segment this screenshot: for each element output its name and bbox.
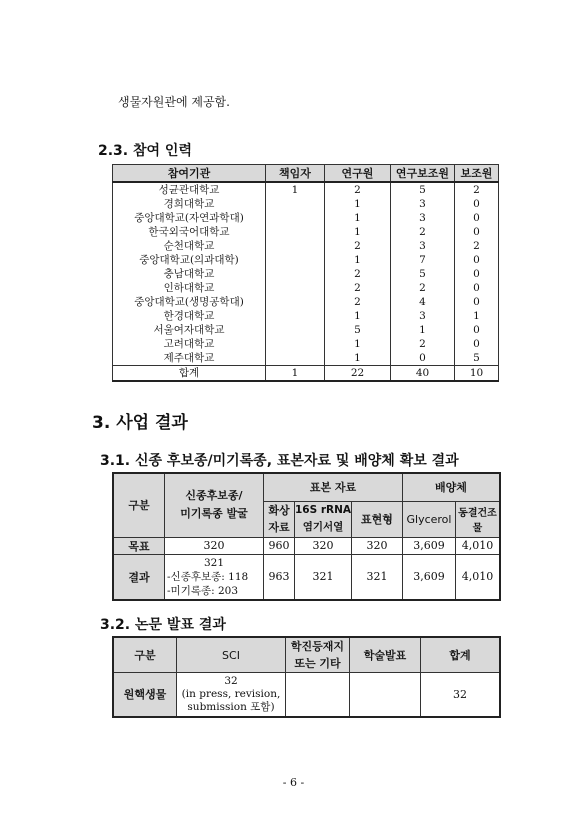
participant-row	[113, 253, 499, 267]
participant-cell-institution: 성균관대학교	[113, 182, 266, 197]
results-h-specimen: 표본 자료	[264, 473, 403, 501]
participant-cell-lead	[266, 309, 325, 323]
results-target-freeze: 4,010	[456, 537, 501, 554]
participant-cell-research-assistant: 3	[391, 197, 455, 211]
pub-conference-value	[350, 673, 421, 717]
publications-table	[112, 636, 501, 718]
participant-cell-assistant: 0	[455, 267, 499, 281]
results-h-phenotype: 표현형	[352, 501, 403, 537]
pub-total-value: 32	[421, 673, 501, 717]
participant-cell-researcher: 1	[325, 351, 391, 366]
pub-h-domestic-line1: 학진등재지	[290, 640, 345, 653]
participant-cell-lead	[266, 337, 325, 351]
participant-cell-assistant: 5	[455, 351, 499, 366]
participant-row	[113, 197, 499, 211]
participant-cell-assistant: 2	[455, 182, 499, 197]
results-result-freeze: 4,010	[456, 554, 501, 600]
section-3-2-title: 3.2. 논문 발표 결과	[100, 617, 226, 633]
results-table	[112, 472, 501, 601]
participant-cell-researcher: 2	[325, 267, 391, 281]
col-research-assistant: 연구보조원	[391, 165, 455, 183]
section-2-3-title: 2.3. 참여 인력	[98, 143, 192, 159]
col-institution: 참여기관	[113, 165, 266, 183]
participant-cell-assistant: 0	[455, 225, 499, 239]
results-result-new-total: 321	[203, 556, 225, 569]
pub-domestic-value	[286, 673, 350, 717]
participant-cell-research-assistant: 2	[391, 281, 455, 295]
results-h-culture: 배양체	[403, 473, 501, 501]
results-h-gubun: 구분	[113, 473, 165, 537]
participant-cell-institution: 서울여자대학교	[113, 323, 266, 337]
participant-cell-researcher: 1	[325, 253, 391, 267]
participant-cell-institution: 충남대학교	[113, 267, 266, 281]
results-h-new-species	[165, 473, 264, 537]
results-result-glycerol: 3,609	[403, 554, 456, 600]
participant-cell-assistant: 1	[455, 309, 499, 323]
results-h-rrna-line1: 16S rRNA	[295, 504, 352, 516]
publications-header-row	[113, 637, 500, 673]
col-researcher: 연구원	[325, 165, 391, 183]
participant-total-institution: 합계	[113, 366, 266, 382]
pub-h-conference: 학술발표	[350, 637, 421, 673]
participant-row	[113, 281, 499, 295]
participant-cell-researcher: 2	[325, 295, 391, 309]
participant-row	[113, 267, 499, 281]
participant-cell-lead	[266, 225, 325, 239]
results-h-freeze-dried: 동결건조물	[456, 501, 501, 537]
col-lead: 책임자	[266, 165, 325, 183]
participant-cell-research-assistant: 3	[391, 211, 455, 225]
participant-total-row	[113, 366, 499, 382]
participant-row	[113, 323, 499, 337]
participant-cell-researcher: 1	[325, 337, 391, 351]
results-h-new-line1: 신종후보종/	[185, 489, 243, 503]
results-h-new-line2: 미기록종 발굴	[180, 507, 248, 521]
participant-cell-research-assistant: 4	[391, 295, 455, 309]
participant-cell-researcher: 2	[325, 239, 391, 253]
participants-table	[112, 164, 499, 382]
pub-h-gubun: 구분	[113, 637, 177, 673]
participants-header-row	[113, 165, 499, 183]
participant-cell-research-assistant: 3	[391, 309, 455, 323]
participant-cell-institution: 제주대학교	[113, 351, 266, 366]
participant-cell-research-assistant: 1	[391, 323, 455, 337]
participant-cell-assistant: 2	[455, 239, 499, 253]
participant-cell-research-assistant: 0	[391, 351, 455, 366]
participant-cell-institution: 고려대학교	[113, 337, 266, 351]
participant-total-researcher: 22	[325, 366, 391, 382]
participant-cell-researcher: 2	[325, 182, 391, 197]
participant-cell-researcher: 1	[325, 225, 391, 239]
results-h-rrna	[295, 501, 352, 537]
participant-cell-researcher: 1	[325, 197, 391, 211]
pub-sci-value	[177, 673, 286, 717]
results-result-new	[165, 554, 264, 600]
participant-row	[113, 295, 499, 309]
participant-cell-assistant: 0	[455, 281, 499, 295]
participant-cell-researcher: 1	[325, 211, 391, 225]
publications-row	[113, 673, 500, 717]
participant-row	[113, 309, 499, 323]
results-target-photo: 960	[264, 537, 295, 554]
participant-row	[113, 337, 499, 351]
participant-cell-institution: 한경대학교	[113, 309, 266, 323]
results-result-unrecorded: -미기록종: 203	[167, 584, 239, 597]
participant-cell-assistant: 0	[455, 253, 499, 267]
results-target-label: 목표	[113, 537, 165, 554]
participant-cell-lead	[266, 239, 325, 253]
participant-cell-lead: 1	[266, 182, 325, 197]
results-result-photo: 963	[264, 554, 295, 600]
participant-cell-research-assistant: 7	[391, 253, 455, 267]
participant-total-lead: 1	[266, 366, 325, 382]
participant-row	[113, 211, 499, 225]
participant-cell-lead	[266, 323, 325, 337]
participant-cell-researcher: 5	[325, 323, 391, 337]
participant-cell-research-assistant: 5	[391, 182, 455, 197]
pub-h-total: 합계	[421, 637, 501, 673]
participant-cell-institution: 경희대학교	[113, 197, 266, 211]
participant-cell-assistant: 0	[455, 211, 499, 225]
participant-row	[113, 225, 499, 239]
results-target-glycerol: 3,609	[403, 537, 456, 554]
participant-row	[113, 182, 499, 197]
results-target-phenotype: 320	[352, 537, 403, 554]
participant-total-research-assistant: 40	[391, 366, 455, 382]
participant-row	[113, 239, 499, 253]
results-target-row	[113, 537, 500, 554]
participant-cell-institution: 한국외국어대학교	[113, 225, 266, 239]
participant-cell-research-assistant: 3	[391, 239, 455, 253]
results-h-photo	[264, 501, 295, 537]
results-result-label: 결과	[113, 554, 165, 600]
pub-h-sci: SCI	[177, 637, 286, 673]
participant-total-assistant: 10	[455, 366, 499, 382]
results-result-phenotype: 321	[352, 554, 403, 600]
participant-cell-institution: 인하대학교	[113, 281, 266, 295]
participant-cell-lead	[266, 253, 325, 267]
participant-cell-assistant: 0	[455, 295, 499, 309]
results-target-rrna: 320	[295, 537, 352, 554]
pub-sci-count: 32	[224, 674, 238, 687]
pub-sci-note-2: submission 포함)	[187, 700, 275, 713]
results-h-photo-line2: 자료	[268, 521, 290, 534]
participant-cell-assistant: 0	[455, 337, 499, 351]
results-result-row	[113, 554, 500, 600]
participant-cell-institution: 순천대학교	[113, 239, 266, 253]
participant-cell-lead	[266, 211, 325, 225]
results-result-rrna: 321	[295, 554, 352, 600]
results-header-row-1	[113, 473, 500, 501]
results-h-rrna-line2: 염기서열	[302, 521, 344, 533]
participant-cell-lead	[266, 351, 325, 366]
participant-cell-research-assistant: 2	[391, 225, 455, 239]
results-h-glycerol: Glycerol	[403, 501, 456, 537]
results-target-new: 320	[165, 537, 264, 554]
participant-cell-institution: 중앙대학교(의과대학)	[113, 253, 266, 267]
participant-cell-assistant: 0	[455, 323, 499, 337]
pub-sci-note-1: (in press, revision,	[181, 687, 281, 700]
participant-cell-lead	[266, 295, 325, 309]
participant-cell-institution: 중앙대학교(자연과학대)	[113, 211, 266, 225]
participant-row	[113, 351, 499, 366]
participant-cell-research-assistant: 2	[391, 337, 455, 351]
intro-text: 생물자원관에 제공함.	[118, 95, 230, 109]
results-h-photo-line1: 화상	[268, 504, 290, 517]
col-assistant: 보조원	[455, 165, 499, 183]
pub-h-domestic-line2: 또는 기타	[294, 657, 341, 670]
participant-cell-institution: 중앙대학교(생명공학대)	[113, 295, 266, 309]
page-number: - 6 -	[282, 776, 305, 789]
section-3-title: 3. 사업 결과	[92, 413, 188, 433]
participant-cell-lead	[266, 267, 325, 281]
participant-cell-research-assistant: 5	[391, 267, 455, 281]
section-3-1-title: 3.1. 신종 후보종/미기록종, 표본자료 및 배양체 확보 결과	[100, 453, 459, 469]
participant-cell-lead	[266, 197, 325, 211]
pub-h-domestic	[286, 637, 350, 673]
participant-cell-lead	[266, 281, 325, 295]
participant-cell-researcher: 1	[325, 309, 391, 323]
results-result-new-candidates: -신종후보종: 118	[167, 570, 249, 583]
participant-cell-assistant: 0	[455, 197, 499, 211]
participant-cell-researcher: 2	[325, 281, 391, 295]
pub-row-label: 원핵생물	[113, 673, 177, 717]
